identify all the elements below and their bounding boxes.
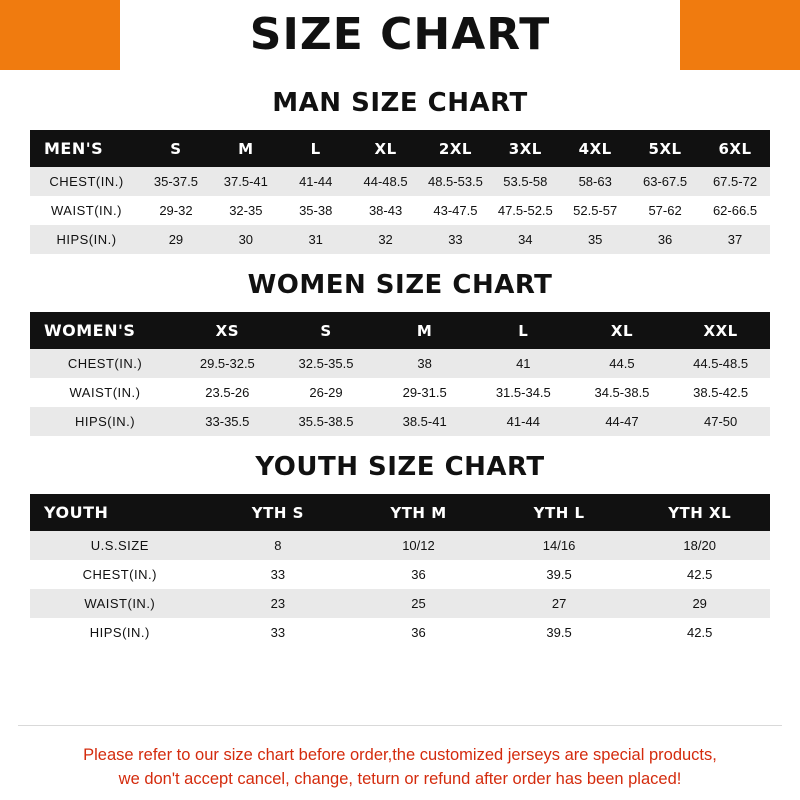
youth-table-wrap [30,494,770,647]
table-cell: 23.5-26 [178,378,277,407]
table-row [30,589,770,618]
man-table-head [30,130,770,167]
table-cell: 37.5-41 [211,167,281,196]
row-label: WAIST(IN.) [30,196,141,225]
row-label: CHEST(IN.) [30,560,208,589]
table-cell: 44.5 [573,349,672,378]
table-cell: 8 [208,531,349,560]
table-cell: 31 [281,225,351,254]
table-header-row [30,130,770,167]
table-cell: 26-29 [277,378,376,407]
column-header: YTH XL [629,494,770,531]
note-line-2: we don't accept cancel, change, teturn or refund after order has been placed! [118,770,682,789]
table-cell: 37 [700,225,770,254]
column-header: XL [351,130,421,167]
table-cell: 41 [474,349,573,378]
table-cell: 29.5-32.5 [178,349,277,378]
man-table-wrap [30,130,770,254]
column-header: S [141,130,211,167]
table-cell: 67.5-72 [700,167,770,196]
table-cell: 42.5 [629,560,770,589]
youth-section-title: YOUTH SIZE CHART [255,452,545,482]
column-header: XXL [671,312,770,349]
table-cell: 41-44 [474,407,573,436]
order-policy-note [0,744,800,792]
column-header: L [281,130,351,167]
table-cell: 18/20 [629,531,770,560]
column-header: 2XL [421,130,491,167]
table-cell: 35-37.5 [141,167,211,196]
table-row [30,349,770,378]
youth-table-head [30,494,770,531]
table-cell: 32.5-35.5 [277,349,376,378]
table-cell: 34.5-38.5 [573,378,672,407]
table-cell: 39.5 [489,618,630,647]
column-header: L [474,312,573,349]
row-label: CHEST(IN.) [30,349,178,378]
table-cell: 33 [208,560,349,589]
column-header: M [375,312,474,349]
table-row [30,618,770,647]
table-row [30,378,770,407]
table-cell: 44-48.5 [351,167,421,196]
table-cell: 36 [630,225,700,254]
table-cell: 44-47 [573,407,672,436]
table-cell: 32 [351,225,421,254]
column-header: M [211,130,281,167]
banner [0,0,800,70]
row-label: CHEST(IN.) [30,167,141,196]
women-table-body [30,349,770,436]
table-cell: 35.5-38.5 [277,407,376,436]
table-cell: 27 [489,589,630,618]
table-row [30,196,770,225]
table-cell: 53.5-58 [490,167,560,196]
table-cell: 63-67.5 [630,167,700,196]
table-header-row [30,494,770,531]
man-table-body [30,167,770,254]
table-cell: 29-32 [141,196,211,225]
table-cell: 57-62 [630,196,700,225]
table-cell: 34 [490,225,560,254]
table-cell: 36 [348,618,489,647]
table-cell: 43-47.5 [421,196,491,225]
table-cell: 29 [629,589,770,618]
table-cell: 38.5-41 [375,407,474,436]
table-cell: 33-35.5 [178,407,277,436]
table-cell: 30 [211,225,281,254]
table-cell: 25 [348,589,489,618]
column-header: S [277,312,376,349]
column-header: WOMEN'S [30,312,178,349]
table-row [30,560,770,589]
column-header: YOUTH [30,494,208,531]
row-label: HIPS(IN.) [30,618,208,647]
row-label: WAIST(IN.) [30,378,178,407]
women-table-wrap [30,312,770,436]
man-section-title: MAN SIZE CHART [272,88,528,118]
women-size-table [30,312,770,436]
column-header: 5XL [630,130,700,167]
page-title: SIZE CHART [249,9,551,60]
table-cell: 35 [560,225,630,254]
divider [18,725,782,726]
table-row [30,407,770,436]
row-label: WAIST(IN.) [30,589,208,618]
table-cell: 10/12 [348,531,489,560]
table-cell: 42.5 [629,618,770,647]
table-row [30,167,770,196]
table-cell: 44.5-48.5 [671,349,770,378]
table-row [30,531,770,560]
column-header: YTH S [208,494,349,531]
column-header: 3XL [490,130,560,167]
row-label: U.S.SIZE [30,531,208,560]
note-line-1: Please refer to our size chart before order,the customized jerseys are special products, [83,746,717,765]
column-header: YTH L [489,494,630,531]
table-cell: 35-38 [281,196,351,225]
table-cell: 48.5-53.5 [421,167,491,196]
table-cell: 14/16 [489,531,630,560]
table-cell: 32-35 [211,196,281,225]
row-label: HIPS(IN.) [30,225,141,254]
table-cell: 62-66.5 [700,196,770,225]
women-section-title: WOMEN SIZE CHART [247,270,553,300]
column-header: XS [178,312,277,349]
table-cell: 23 [208,589,349,618]
table-row [30,225,770,254]
table-cell: 47.5-52.5 [490,196,560,225]
table-cell: 38-43 [351,196,421,225]
column-header: YTH M [348,494,489,531]
table-cell: 58-63 [560,167,630,196]
column-header: 4XL [560,130,630,167]
women-table-head [30,312,770,349]
table-cell: 29 [141,225,211,254]
table-cell: 47-50 [671,407,770,436]
table-cell: 38 [375,349,474,378]
row-label: HIPS(IN.) [30,407,178,436]
table-cell: 41-44 [281,167,351,196]
youth-table-body [30,531,770,647]
table-cell: 31.5-34.5 [474,378,573,407]
column-header: 6XL [700,130,770,167]
table-cell: 33 [421,225,491,254]
table-cell: 38.5-42.5 [671,378,770,407]
table-cell: 39.5 [489,560,630,589]
table-cell: 52.5-57 [560,196,630,225]
table-header-row [30,312,770,349]
youth-size-table [30,494,770,647]
column-header: XL [573,312,672,349]
table-cell: 33 [208,618,349,647]
column-header: MEN'S [30,130,141,167]
table-cell: 29-31.5 [375,378,474,407]
man-size-table [30,130,770,254]
table-cell: 36 [348,560,489,589]
banner-inner [120,0,680,70]
